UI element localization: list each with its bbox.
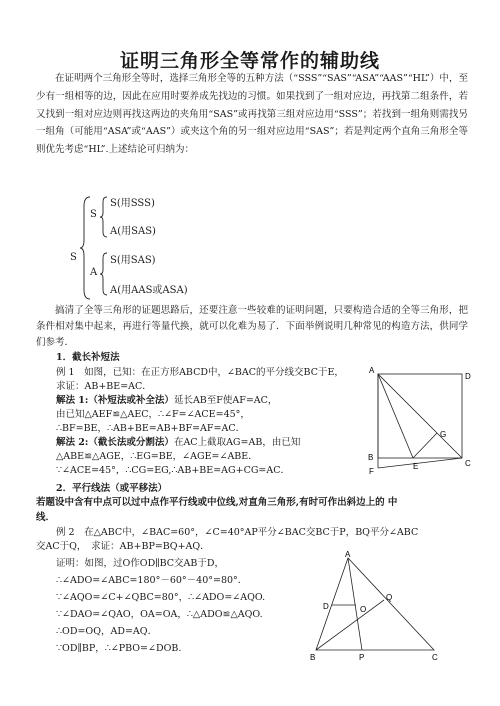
label-P: P	[359, 653, 365, 662]
solution-1-line-2: 由已知△AEF≌△AEC，∴∠F=∠ACE=45°，	[56, 409, 250, 420]
example-1-statement: 例 1 如图，已知：在正方形ABCD中，∠BAC的平分线交BC于E，	[56, 367, 344, 378]
label-G: G	[440, 430, 447, 439]
label-Q: Q	[386, 593, 393, 602]
example-2-proof-line-2: ∴∠ADO=∠ABC=180°－60°－40°=80°．	[56, 575, 248, 586]
solution-1-line-3: ∴BF=BE，∴AB+BE=AB+BF=AF=AC．	[56, 423, 246, 434]
formula-s1-item-2: A(用SAS)	[110, 226, 156, 237]
section-2-heading: 2．平行线法（或平移法）	[56, 483, 168, 494]
solution-2-text: 在AC上截取AG=AB，由已知	[173, 437, 301, 448]
triangle-abc	[316, 558, 434, 650]
example-2-proof-line-3: ∵∠AQO=∠C+∠QBC=80°，∴∠ADO=∠AQO.	[56, 592, 266, 603]
example-2-proof-line-1: 证明：如图，过O作OD∥BC交AB于D，	[56, 558, 224, 569]
formula-s1: S	[90, 209, 97, 220]
segment-ge	[413, 433, 437, 458]
label-D: D	[323, 602, 329, 611]
formula-a1-item-1: S(用SAS)	[110, 255, 156, 266]
section-1-heading: 1．截长补短法	[56, 352, 120, 363]
label-O: O	[360, 605, 367, 614]
example-1-solution-1	[56, 394, 277, 408]
example-2-proof-line-6: ∵OD∥BP，∴∠PBO=∠DOB.	[56, 643, 182, 654]
label-D: D	[465, 372, 471, 381]
formula-s-outer: S	[70, 252, 77, 263]
example-2-statement: 例 2 在△ABC中，∠BAC=60°，∠C=40°AP平分∠BAC交BC于P，BQ平分∠ABC	[56, 527, 419, 538]
label-C: C	[432, 653, 438, 662]
para-construction	[36, 303, 468, 351]
para-construction-text: 搞清了全等三角形的证题思路后，还要注意一些较难的证明问题，只要构造合适的全等三角形，把条件相对集中起来，再进行等量代换，就可以化难为易了．下面举例说明几种常见的构造方法，供同学们参考．	[36, 305, 468, 348]
label-F: F	[369, 467, 374, 476]
segment-ae	[378, 374, 413, 458]
section-2-desc-line-1: 若题设中含有中点可以过中点作平行线或中位线,对直角三角形,有时可作出斜边上的 中	[36, 497, 398, 508]
figure-triangle-abc	[306, 550, 456, 662]
label-A: A	[369, 366, 375, 375]
label-E: E	[413, 462, 419, 471]
label-C: C	[465, 459, 471, 468]
solution-2-line-2: △ABE≌△AGE，∴EG=BE，∠AGE=∠ABE．	[56, 451, 258, 462]
solution-2-label: 解法 2:（截长法或分割法）	[56, 437, 174, 448]
section-2-desc-line-2: 线．	[36, 512, 56, 523]
example-2-proof-line-5: ∴OD=OQ，AD=AQ．	[56, 626, 158, 637]
label-B: B	[368, 453, 374, 462]
segment-fc	[378, 458, 462, 468]
intro-text: 在证明两个三角形全等时，选择三角形全等的五种方法（“SSS”“SAS”“ASA”“AAS”“HL”）中，至少有一组相等的边，因此在应用时要养成先找边的习惯。如果找到了一组对应边，再找第二组条件，若又找到一组对应边则再找这两边的夹角用“SAS”或再找第三组对应边用“SSS”；若找到一组角则需找另一组角（可能用“ASA”或“AAS”）或夹这个角的另一组对应边用“SAS”；若是判定两个直角三角形全等则优先考虑“HL”.上述结论可归纳为：	[36, 73, 468, 156]
figure-square-abcd	[368, 364, 474, 476]
label-A: A	[345, 550, 351, 559]
inner-brace-2	[100, 252, 108, 296]
inner-brace-1	[100, 196, 108, 238]
diagonal-ac	[378, 374, 462, 458]
example-1-solution-2	[56, 436, 300, 450]
example-2-proof-line-4: ∵∠DAO=∠QAO，OA=OA，∴△ADO≌△AQO.	[56, 609, 263, 620]
example-1-prove: 求证：AB+BE=AC．	[56, 381, 152, 392]
formula-a1: A	[90, 267, 98, 278]
solution-1-label: 解法 1:（补短法或补全法）	[56, 395, 174, 406]
segment-ap	[348, 558, 362, 650]
formula-s1-item-1: S(用SSS)	[110, 198, 155, 209]
label-B: B	[310, 653, 316, 662]
page-title: 证明三角形全等常作的辅助线	[119, 50, 380, 72]
method-summary-formula	[70, 192, 190, 300]
formula-a1-item-2: A(用AAS或ASA)	[110, 285, 188, 296]
solution-1-text: 延长AB至F使AF=AC，	[173, 395, 278, 406]
example-2-prove: 交AC于Q， 求证：AB+BP=BQ+AQ．	[36, 541, 210, 552]
intro-paragraph	[36, 70, 468, 159]
solution-2-line-3: ∵∠ACE=45°，∴CG=EG,∴AB+BE=AG+CG=AC．	[56, 465, 291, 476]
